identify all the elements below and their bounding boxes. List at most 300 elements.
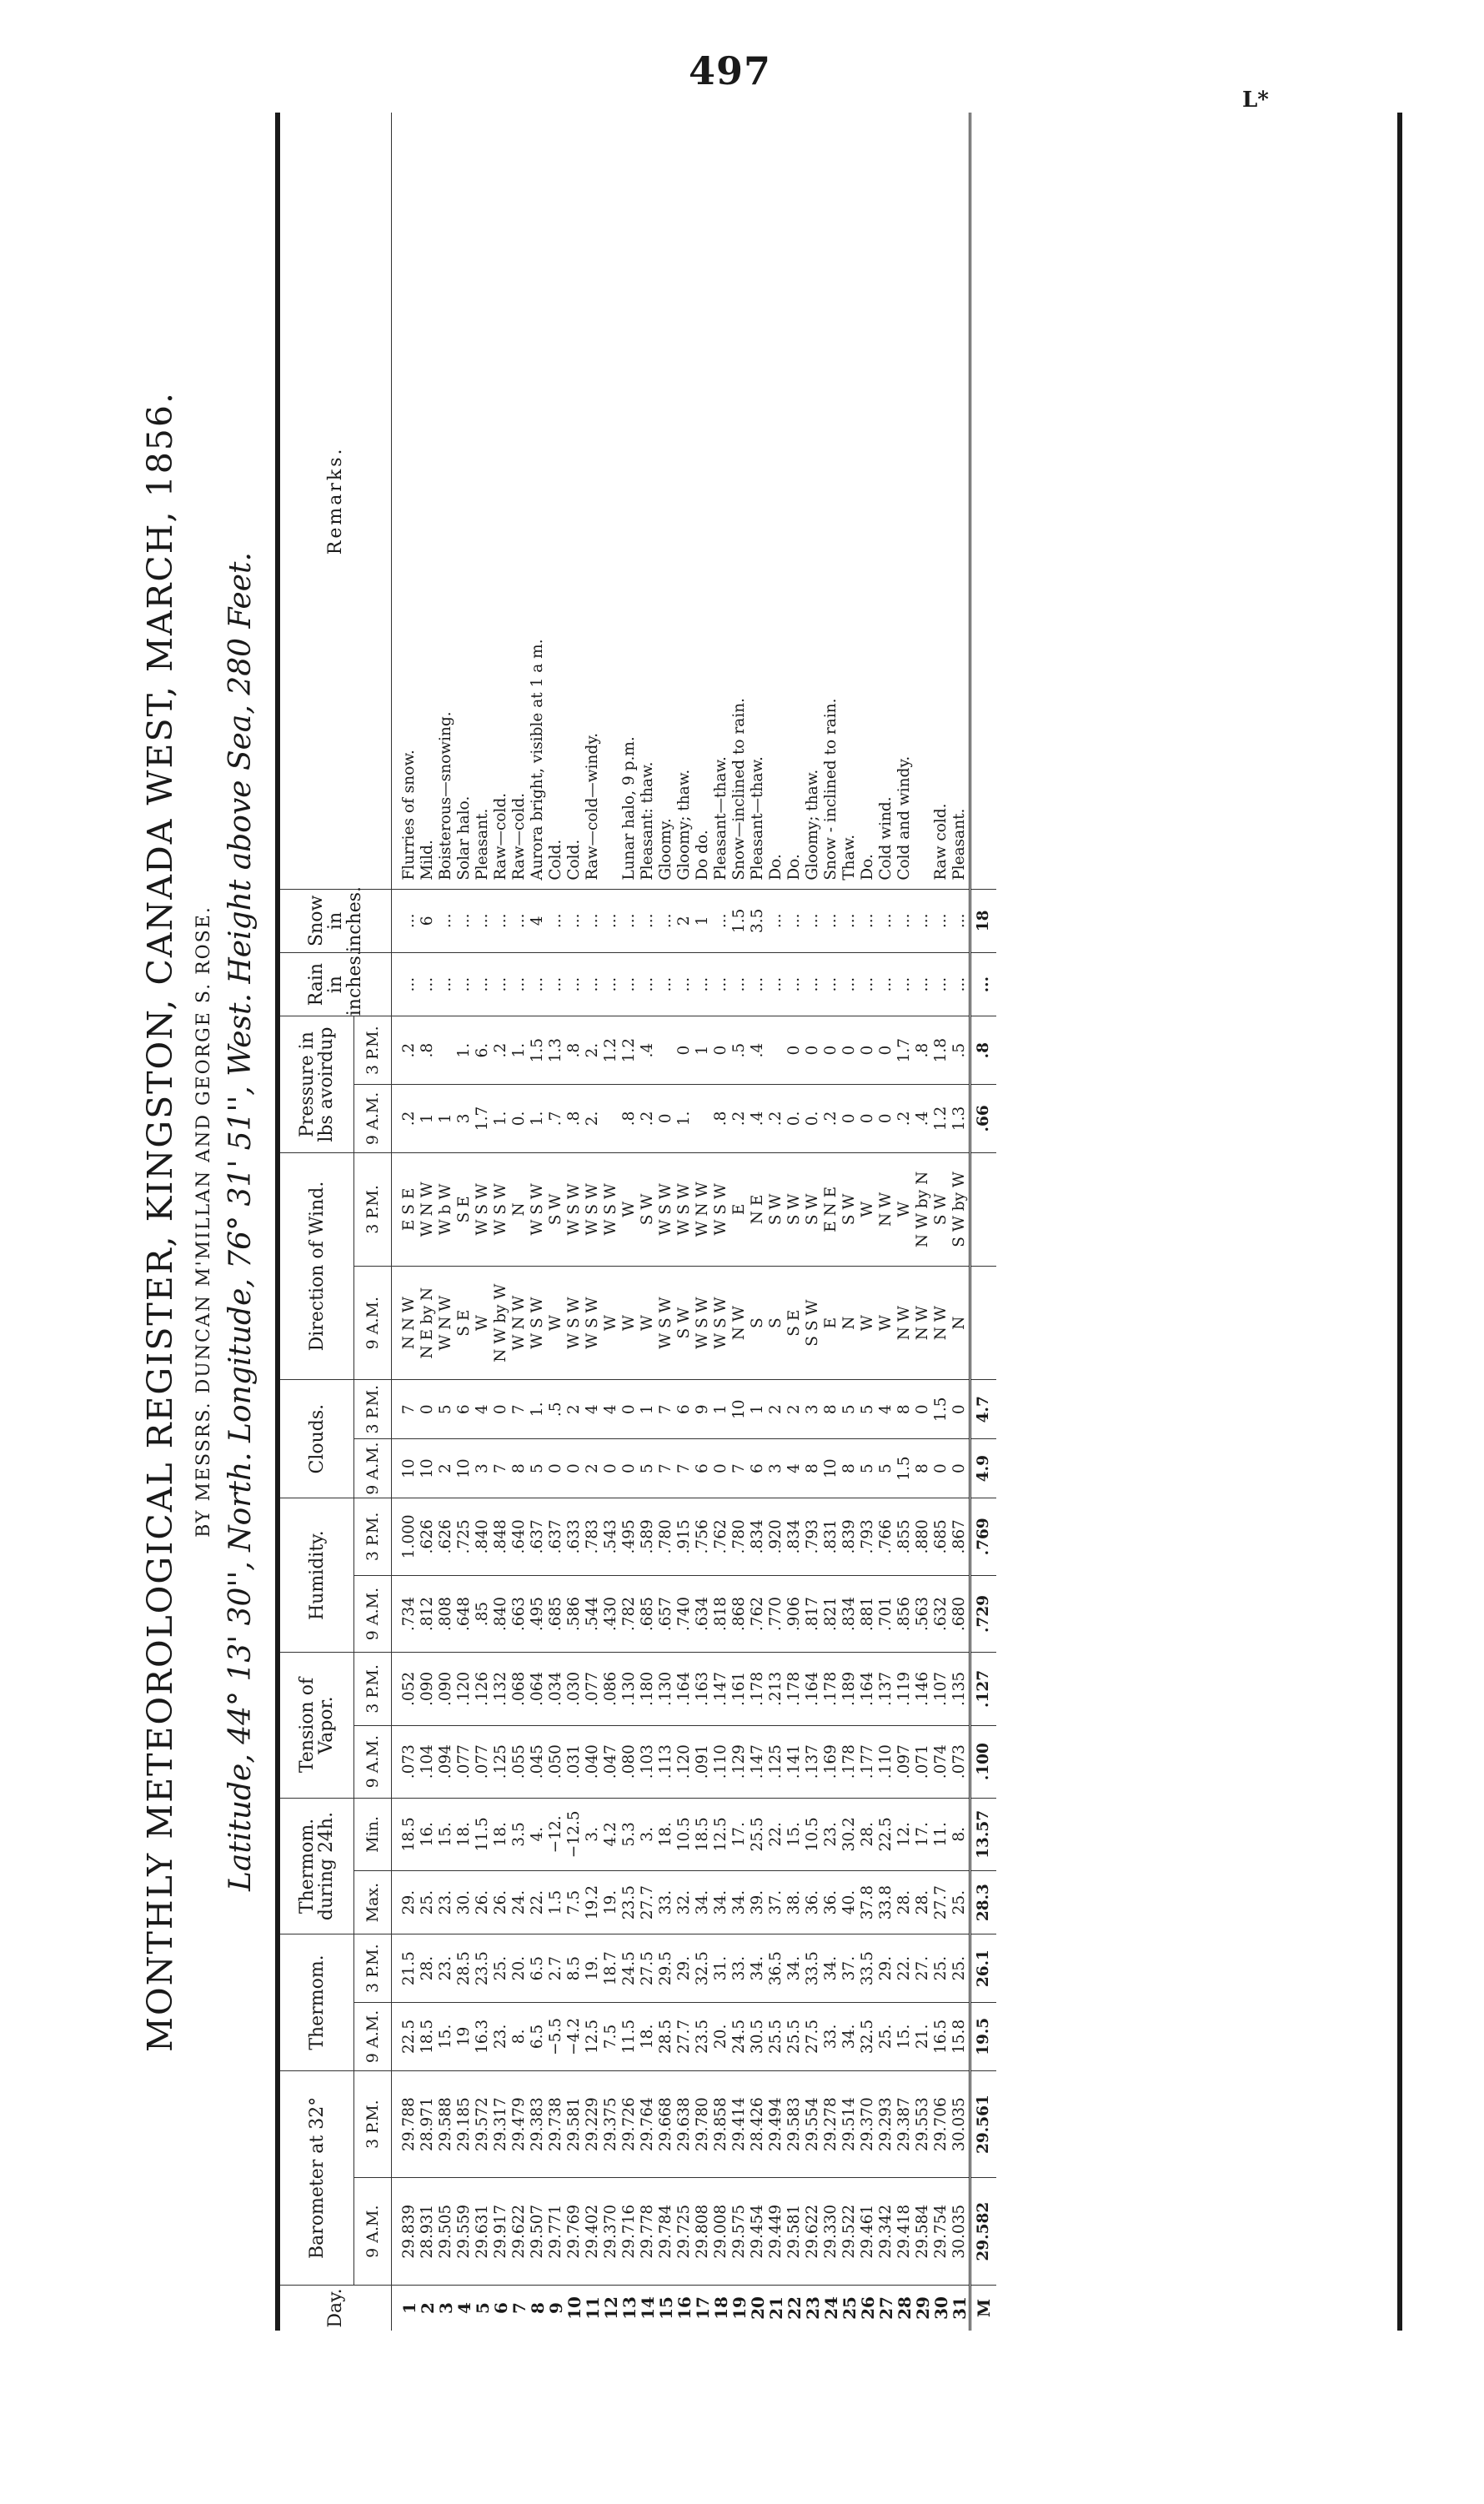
cell-t9: 8. — [510, 2003, 529, 2071]
cell-snow: 18 — [970, 889, 997, 952]
cell-w9: W S W — [694, 1267, 712, 1380]
pressure-3pm-header: 3 P.M. — [354, 1016, 392, 1085]
cell-max: 34. — [712, 1870, 730, 1934]
cell-p3: 1.3 — [547, 1016, 565, 1085]
cell-p9: .4 — [749, 1085, 767, 1153]
cell-bar9: 29.784 — [657, 2178, 675, 2286]
cell-bar9: 29.575 — [730, 2178, 749, 2286]
cell-day: 29 — [914, 2286, 932, 2331]
cell-bar9: 29.342 — [877, 2178, 895, 2286]
cell-max: 38. — [785, 1870, 804, 1934]
cell-bar3: 29.494 — [767, 2070, 785, 2178]
cell-p9: .2 — [730, 1085, 749, 1153]
cell-day: 22 — [785, 2286, 804, 2331]
cell-min: 18. — [492, 1798, 510, 1870]
cell-bar3: 29.764 — [639, 2070, 657, 2178]
cell-rain: ... — [547, 952, 565, 1016]
cell-p9: .8 — [620, 1085, 639, 1153]
cell-hum9: .430 — [602, 1575, 620, 1653]
cell-bar3: 28.426 — [749, 2070, 767, 2178]
cell-w3: S W — [785, 1152, 804, 1266]
cell-ten9: .177 — [859, 1725, 877, 1798]
cell-max: 39. — [749, 1870, 767, 1934]
cell-t9: 6.5 — [529, 2003, 547, 2071]
cell-p3: 1.2 — [620, 1016, 639, 1085]
cell-hum9: .812 — [419, 1575, 437, 1653]
cell-t3: 25. — [932, 1934, 950, 2003]
cell-w3: W S W — [602, 1152, 620, 1266]
cell-max: 36. — [822, 1870, 840, 1934]
cell-day: 17 — [694, 2286, 712, 2331]
cell-cl3: 2 — [785, 1380, 804, 1439]
cell-t3: 31. — [712, 1934, 730, 2003]
cell-rem: Flurries of snow. — [400, 750, 418, 881]
cell-day: 6 — [492, 2286, 510, 2331]
cell-day: 28 — [895, 2286, 914, 2331]
table-row — [474, 113, 492, 2331]
thermometer-3pm-header: 3 P.M. — [354, 1934, 392, 2003]
cell-snow: 2 — [675, 889, 694, 952]
cell-max: 28. — [914, 1870, 932, 1934]
cell-rain: ... — [785, 952, 804, 1016]
cell-min: 30.2 — [840, 1798, 859, 1870]
cell-t3: 29. — [877, 1934, 895, 2003]
cell-max: 34. — [694, 1870, 712, 1934]
cell-min: 5.3 — [620, 1798, 639, 1870]
cell-rain: ... — [895, 952, 914, 1016]
cell-rem: Do. — [859, 854, 876, 881]
cell-bar3: 29.668 — [657, 2070, 675, 2178]
cell-cl9: 5 — [877, 1439, 895, 1498]
cell-rem: Raw cold. — [932, 803, 950, 881]
cell-day: 18 — [712, 2286, 730, 2331]
cell-day: 12 — [602, 2286, 620, 2331]
cell-rem: Do. — [767, 854, 785, 881]
cell-t9: 15.8 — [950, 2003, 970, 2071]
cell-w9: W N W — [437, 1267, 455, 1380]
cell-hum9: .657 — [657, 1575, 675, 1653]
cell-bar3: 29.554 — [804, 2070, 822, 2178]
cell-t3: 32.5 — [694, 1934, 712, 2003]
cell-t9: 11.5 — [620, 2003, 639, 2071]
cell-ten9: .091 — [694, 1725, 712, 1798]
cell-w3: W S W — [474, 1152, 492, 1266]
cell-rain: ... — [437, 952, 455, 1016]
cell-rain: ... — [694, 952, 712, 1016]
cell-w9: N W — [730, 1267, 749, 1380]
cell-w9: W N W — [510, 1267, 529, 1380]
cell-min: 22. — [767, 1798, 785, 1870]
cell-ten3: .180 — [639, 1653, 657, 1725]
cell-day: 10 — [565, 2286, 584, 2331]
cell-bar3: 29.414 — [730, 2070, 749, 2178]
cell-bar9: 29.505 — [437, 2178, 455, 2286]
cell-ten3: .090 — [437, 1653, 455, 1725]
cell-cl9: 5 — [859, 1439, 877, 1498]
cell-w9: N W — [895, 1267, 914, 1380]
cell-cl3: 4 — [877, 1380, 895, 1439]
cell-min: 18. — [455, 1798, 474, 1870]
cell-max: 33.8 — [877, 1870, 895, 1934]
cell-hum3: .756 — [694, 1498, 712, 1576]
cell-w3: N — [510, 1152, 529, 1266]
cell-t9: 22.5 — [392, 2003, 419, 2071]
cell-cl3: 8 — [822, 1380, 840, 1439]
cell-min: 3. — [639, 1798, 657, 1870]
cell-p3: 1. — [510, 1016, 529, 1085]
table-row — [822, 113, 840, 2331]
table-row — [510, 113, 529, 2331]
clouds-3pm-header: 3 P.M. — [354, 1380, 392, 1439]
cell-bar3: 29.293 — [877, 2070, 895, 2178]
cell-ten9: .104 — [419, 1725, 437, 1798]
cell-min: 13.57 — [970, 1798, 997, 1870]
cell-rem: Boisterous—snowing. — [437, 711, 454, 881]
wind-9am-header: 9 A.M. — [354, 1267, 392, 1380]
cell-bar9: 29.370 — [602, 2178, 620, 2286]
cell-t3: 34. — [785, 1934, 804, 2003]
table-row — [767, 113, 785, 2331]
cell-hum9: .685 — [639, 1575, 657, 1653]
cell-ten9: .031 — [565, 1725, 584, 1798]
cell-t3: 27.5 — [639, 1934, 657, 2003]
cell-bar9: 29.507 — [529, 2178, 547, 2286]
cell-t3: 28. — [419, 1934, 437, 2003]
cell-hum3: .793 — [804, 1498, 822, 1576]
cell-ten3: .086 — [602, 1653, 620, 1725]
cell-ten9: .055 — [510, 1725, 529, 1798]
cell-w3: S W — [547, 1152, 565, 1266]
cell-hum3: .831 — [822, 1498, 840, 1576]
cell-t9: 20. — [712, 2003, 730, 2071]
cell-p3 — [657, 1016, 675, 1085]
cell-hum9: .663 — [510, 1575, 529, 1653]
cell-w9: S S W — [804, 1267, 822, 1380]
cell-max: 26. — [474, 1870, 492, 1934]
cell-max: 37.8 — [859, 1870, 877, 1934]
cell-w3: S E — [455, 1152, 474, 1266]
cell-w9: S — [749, 1267, 767, 1380]
cell-p9: .8 — [712, 1085, 730, 1153]
register-byline: BY MESSRS. DUNCAN M'MILLAN AND GEORGE S. ROSE. — [193, 906, 214, 1538]
cell-t9: 33. — [822, 2003, 840, 2071]
cell-bar9: 29.622 — [804, 2178, 822, 2286]
cell-rain: ... — [584, 952, 602, 1016]
tension-header: Tension of Vapor. — [280, 1653, 354, 1798]
cell-cl9: 4.9 — [970, 1439, 997, 1498]
cell-rem: Gloomy; thaw. — [804, 769, 821, 881]
cell-w9: S W — [675, 1267, 694, 1380]
table-row — [749, 113, 767, 2331]
cell-bar3: 29.588 — [437, 2070, 455, 2178]
cell-p3: 1. — [455, 1016, 474, 1085]
cell-ten9: .113 — [657, 1725, 675, 1798]
cell-max: 25. — [419, 1870, 437, 1934]
cell-bar9: 29.917 — [492, 2178, 510, 2286]
cell-min: 16. — [419, 1798, 437, 1870]
cell-cl9: 5 — [529, 1439, 547, 1498]
cell-w3: W — [859, 1152, 877, 1266]
cell-snow: ... — [914, 889, 932, 952]
cell-p9: .2 — [895, 1085, 914, 1153]
cell-rem: Solar halo. — [455, 795, 473, 881]
cell-ten9: .077 — [474, 1725, 492, 1798]
cell-snow: ... — [437, 889, 455, 952]
rotated-register — [133, 88, 1409, 2331]
cell-max: 32. — [675, 1870, 694, 1934]
cell-snow: ... — [565, 889, 584, 952]
cell-rem: Mild. — [419, 840, 436, 881]
cell-rem — [602, 113, 620, 889]
cell-w3: N W by N — [914, 1152, 932, 1266]
cell-max: 30. — [455, 1870, 474, 1934]
cell-w9: N W — [932, 1267, 950, 1380]
cell-bar9: 29.330 — [822, 2178, 840, 2286]
cell-cl3: 4 — [602, 1380, 620, 1439]
cell-snow: ... — [840, 889, 859, 952]
cell-hum3: .626 — [437, 1498, 455, 1576]
cell-w3: W S W — [565, 1152, 584, 1266]
table-row — [492, 113, 510, 2331]
cell-ten9: .120 — [675, 1725, 694, 1798]
cell-day: 31 — [950, 2286, 970, 2331]
cell-p3 — [437, 1016, 455, 1085]
cell-hum9: .868 — [730, 1575, 749, 1653]
cell-cl3: 0 — [914, 1380, 932, 1439]
cell-t3: 36.5 — [767, 1934, 785, 2003]
cell-max: 26. — [492, 1870, 510, 1934]
cell-day: 27 — [877, 2286, 895, 2331]
cell-snow: ... — [895, 889, 914, 952]
cell-cl3: 0 — [492, 1380, 510, 1439]
cell-rain: ... — [639, 952, 657, 1016]
cell-ten9: .100 — [970, 1725, 997, 1798]
cell-w9: E — [822, 1267, 840, 1380]
cell-ten9: .045 — [529, 1725, 547, 1798]
cell-cl9: 10 — [419, 1439, 437, 1498]
cell-snow: ... — [639, 889, 657, 952]
cell-max: 24. — [510, 1870, 529, 1934]
cell-rain: ... — [950, 952, 970, 1016]
cell-p9: .2 — [639, 1085, 657, 1153]
cell-rain: ... — [932, 952, 950, 1016]
cell-p3: 1.7 — [895, 1016, 914, 1085]
cell-ten3: .163 — [694, 1653, 712, 1725]
cell-hum9: .563 — [914, 1575, 932, 1653]
cell-hum9: .680 — [950, 1575, 970, 1653]
cell-snow: 1 — [694, 889, 712, 952]
cell-bar3: 29.738 — [547, 2070, 565, 2178]
cell-p3: .4 — [749, 1016, 767, 1085]
cell-bar9: 29.454 — [749, 2178, 767, 2286]
cell-hum3: .834 — [785, 1498, 804, 1576]
cell-cl9: 0 — [932, 1439, 950, 1498]
cell-t9: 28.5 — [657, 2003, 675, 2071]
table-row — [950, 113, 970, 2331]
cell-rem: Pleasant. — [474, 808, 491, 881]
cell-hum3: .834 — [749, 1498, 767, 1576]
cell-min: 28. — [859, 1798, 877, 1870]
cell-max: 28. — [895, 1870, 914, 1934]
cell-snow: ... — [492, 889, 510, 952]
table-row — [877, 113, 895, 2331]
cell-hum9: .782 — [620, 1575, 639, 1653]
cell-t3: 33.5 — [859, 1934, 877, 2003]
cell-ten3: .052 — [392, 1653, 419, 1725]
cell-cl3: 5 — [840, 1380, 859, 1439]
cell-p9: 0 — [859, 1085, 877, 1153]
cell-hum3: .915 — [675, 1498, 694, 1576]
cell-rem: Raw—cold. — [492, 792, 509, 881]
cell-rain: ... — [675, 952, 694, 1016]
cell-w3: N E — [749, 1152, 767, 1266]
cell-t3: 34. — [749, 1934, 767, 2003]
cell-ten3: .068 — [510, 1653, 529, 1725]
cell-rain: ... — [730, 952, 749, 1016]
cell-cl9: 8 — [914, 1439, 932, 1498]
cell-ten3: .030 — [565, 1653, 584, 1725]
cell-ten3: .127 — [970, 1653, 997, 1725]
cell-cl9: 6 — [749, 1439, 767, 1498]
cell-rain: ... — [492, 952, 510, 1016]
table-row — [639, 113, 657, 2331]
cell-bar3: 29.572 — [474, 2070, 492, 2178]
cell-bar9: 29.778 — [639, 2178, 657, 2286]
cell-hum3: .840 — [474, 1498, 492, 1576]
wind-header: Direction of Wind. — [280, 1152, 354, 1380]
cell-w3: E — [730, 1152, 749, 1266]
cell-p9: 0. — [510, 1085, 529, 1153]
cell-snow: ... — [510, 889, 529, 952]
remarks-header: Remarks. — [280, 113, 392, 889]
cell-snow: ... — [785, 889, 804, 952]
cell-t9: 19.5 — [970, 2003, 997, 2071]
cell-t9: 18. — [639, 2003, 657, 2071]
cell-max: 29. — [392, 1870, 419, 1934]
cell-cl9: 3 — [474, 1439, 492, 1498]
cell-cl9: 10 — [392, 1439, 419, 1498]
cell-w3: W — [620, 1152, 639, 1266]
cell-cl3: 0 — [620, 1380, 639, 1439]
cell-t3: 28.5 — [455, 1934, 474, 2003]
cell-w9: W — [639, 1267, 657, 1380]
cell-ten9: .169 — [822, 1725, 840, 1798]
cell-ten3: .090 — [419, 1653, 437, 1725]
cell-t9: 15. — [895, 2003, 914, 2071]
cell-cl9: 0 — [712, 1439, 730, 1498]
cell-min: 11. — [932, 1798, 950, 1870]
cell-w9: W — [877, 1267, 895, 1380]
cell-bar9: 29.754 — [932, 2178, 950, 2286]
cell-cl9: 7 — [675, 1439, 694, 1498]
cell-p3: .8 — [914, 1016, 932, 1085]
cell-cl9: 1.5 — [895, 1439, 914, 1498]
table-row — [584, 113, 602, 2331]
cell-snow: ... — [712, 889, 730, 952]
cell-day: M — [970, 2286, 997, 2331]
cell-p9: .2 — [767, 1085, 785, 1153]
cell-bar3: 29.788 — [392, 2070, 419, 2178]
cell-ten9: .094 — [437, 1725, 455, 1798]
cell-ten3: .077 — [584, 1653, 602, 1725]
cell-bar3: 29.375 — [602, 2070, 620, 2178]
cell-rain: ... — [602, 952, 620, 1016]
cell-p3: .4 — [639, 1016, 657, 1085]
cell-p9 — [602, 1085, 620, 1153]
cell-cl3: 9 — [694, 1380, 712, 1439]
cell-t3: 21.5 — [392, 1934, 419, 2003]
cell-day: 8 — [529, 2286, 547, 2331]
cell-bar9: 30.035 — [950, 2178, 970, 2286]
cell-snow: ... — [620, 889, 639, 952]
thermometer-min-header: Min. — [354, 1798, 392, 1870]
cell-max: 23. — [437, 1870, 455, 1934]
cell-p3: 1 — [694, 1016, 712, 1085]
cell-rem: Lunar halo, 9 p.m. — [620, 736, 638, 881]
cell-rem — [914, 113, 932, 889]
cell-hum9: .586 — [565, 1575, 584, 1653]
cell-rain: ... — [510, 952, 529, 1016]
cell-max: 36. — [804, 1870, 822, 1934]
cell-t9: 25.5 — [785, 2003, 804, 2071]
cell-ten9: .110 — [877, 1725, 895, 1798]
cell-p9: 1.3 — [950, 1085, 970, 1153]
cell-cl9: 2 — [584, 1439, 602, 1498]
cell-t9: 15. — [437, 2003, 455, 2071]
cell-t3: 19. — [584, 1934, 602, 2003]
cell-min: 11.5 — [474, 1798, 492, 1870]
cell-hum9: .821 — [822, 1575, 840, 1653]
cell-day: 21 — [767, 2286, 785, 2331]
cell-snow: ... — [950, 889, 970, 952]
cell-t9: 25.5 — [767, 2003, 785, 2071]
thermometer-header: Thermom. — [280, 1934, 354, 2071]
cell-ten3: .178 — [749, 1653, 767, 1725]
cell-hum9: .544 — [584, 1575, 602, 1653]
clouds-9am-header: 9 A.M. — [354, 1439, 392, 1498]
thermometer-24h-header: Thermom. during 24h. — [280, 1798, 354, 1934]
cell-p3: 0 — [859, 1016, 877, 1085]
table-row — [437, 113, 455, 2331]
cell-t3: 20. — [510, 1934, 529, 2003]
cell-ten9: .110 — [712, 1725, 730, 1798]
cell-rem: Pleasant—thaw. — [749, 756, 766, 881]
cell-p3: 0 — [712, 1016, 730, 1085]
cell-cl9: 0 — [620, 1439, 639, 1498]
cell-bar9: 29.418 — [895, 2178, 914, 2286]
cell-bar3: 29.229 — [584, 2070, 602, 2178]
cell-snow: ... — [602, 889, 620, 952]
table-row — [895, 113, 914, 2331]
cell-p3: 0 — [822, 1016, 840, 1085]
table-row — [804, 113, 822, 2331]
cell-w3: E N E — [822, 1152, 840, 1266]
page-number: 497 — [689, 48, 772, 93]
rain-header: Rain in inches. — [280, 952, 392, 1016]
cell-bar9: 29.582 — [970, 2178, 997, 2286]
cell-bar3: 29.561 — [970, 2070, 997, 2178]
cell-p9: 0 — [877, 1085, 895, 1153]
cell-bar3: 29.278 — [822, 2070, 840, 2178]
cell-day: 15 — [657, 2286, 675, 2331]
cell-cl3: 7 — [392, 1380, 419, 1439]
cell-min: −12.5 — [565, 1798, 584, 1870]
cell-snow: ... — [877, 889, 895, 952]
cell-snow: ... — [932, 889, 950, 952]
cell-max: 7.5 — [565, 1870, 584, 1934]
cell-t9: 7.5 — [602, 2003, 620, 2071]
cell-min: 8. — [950, 1798, 970, 1870]
